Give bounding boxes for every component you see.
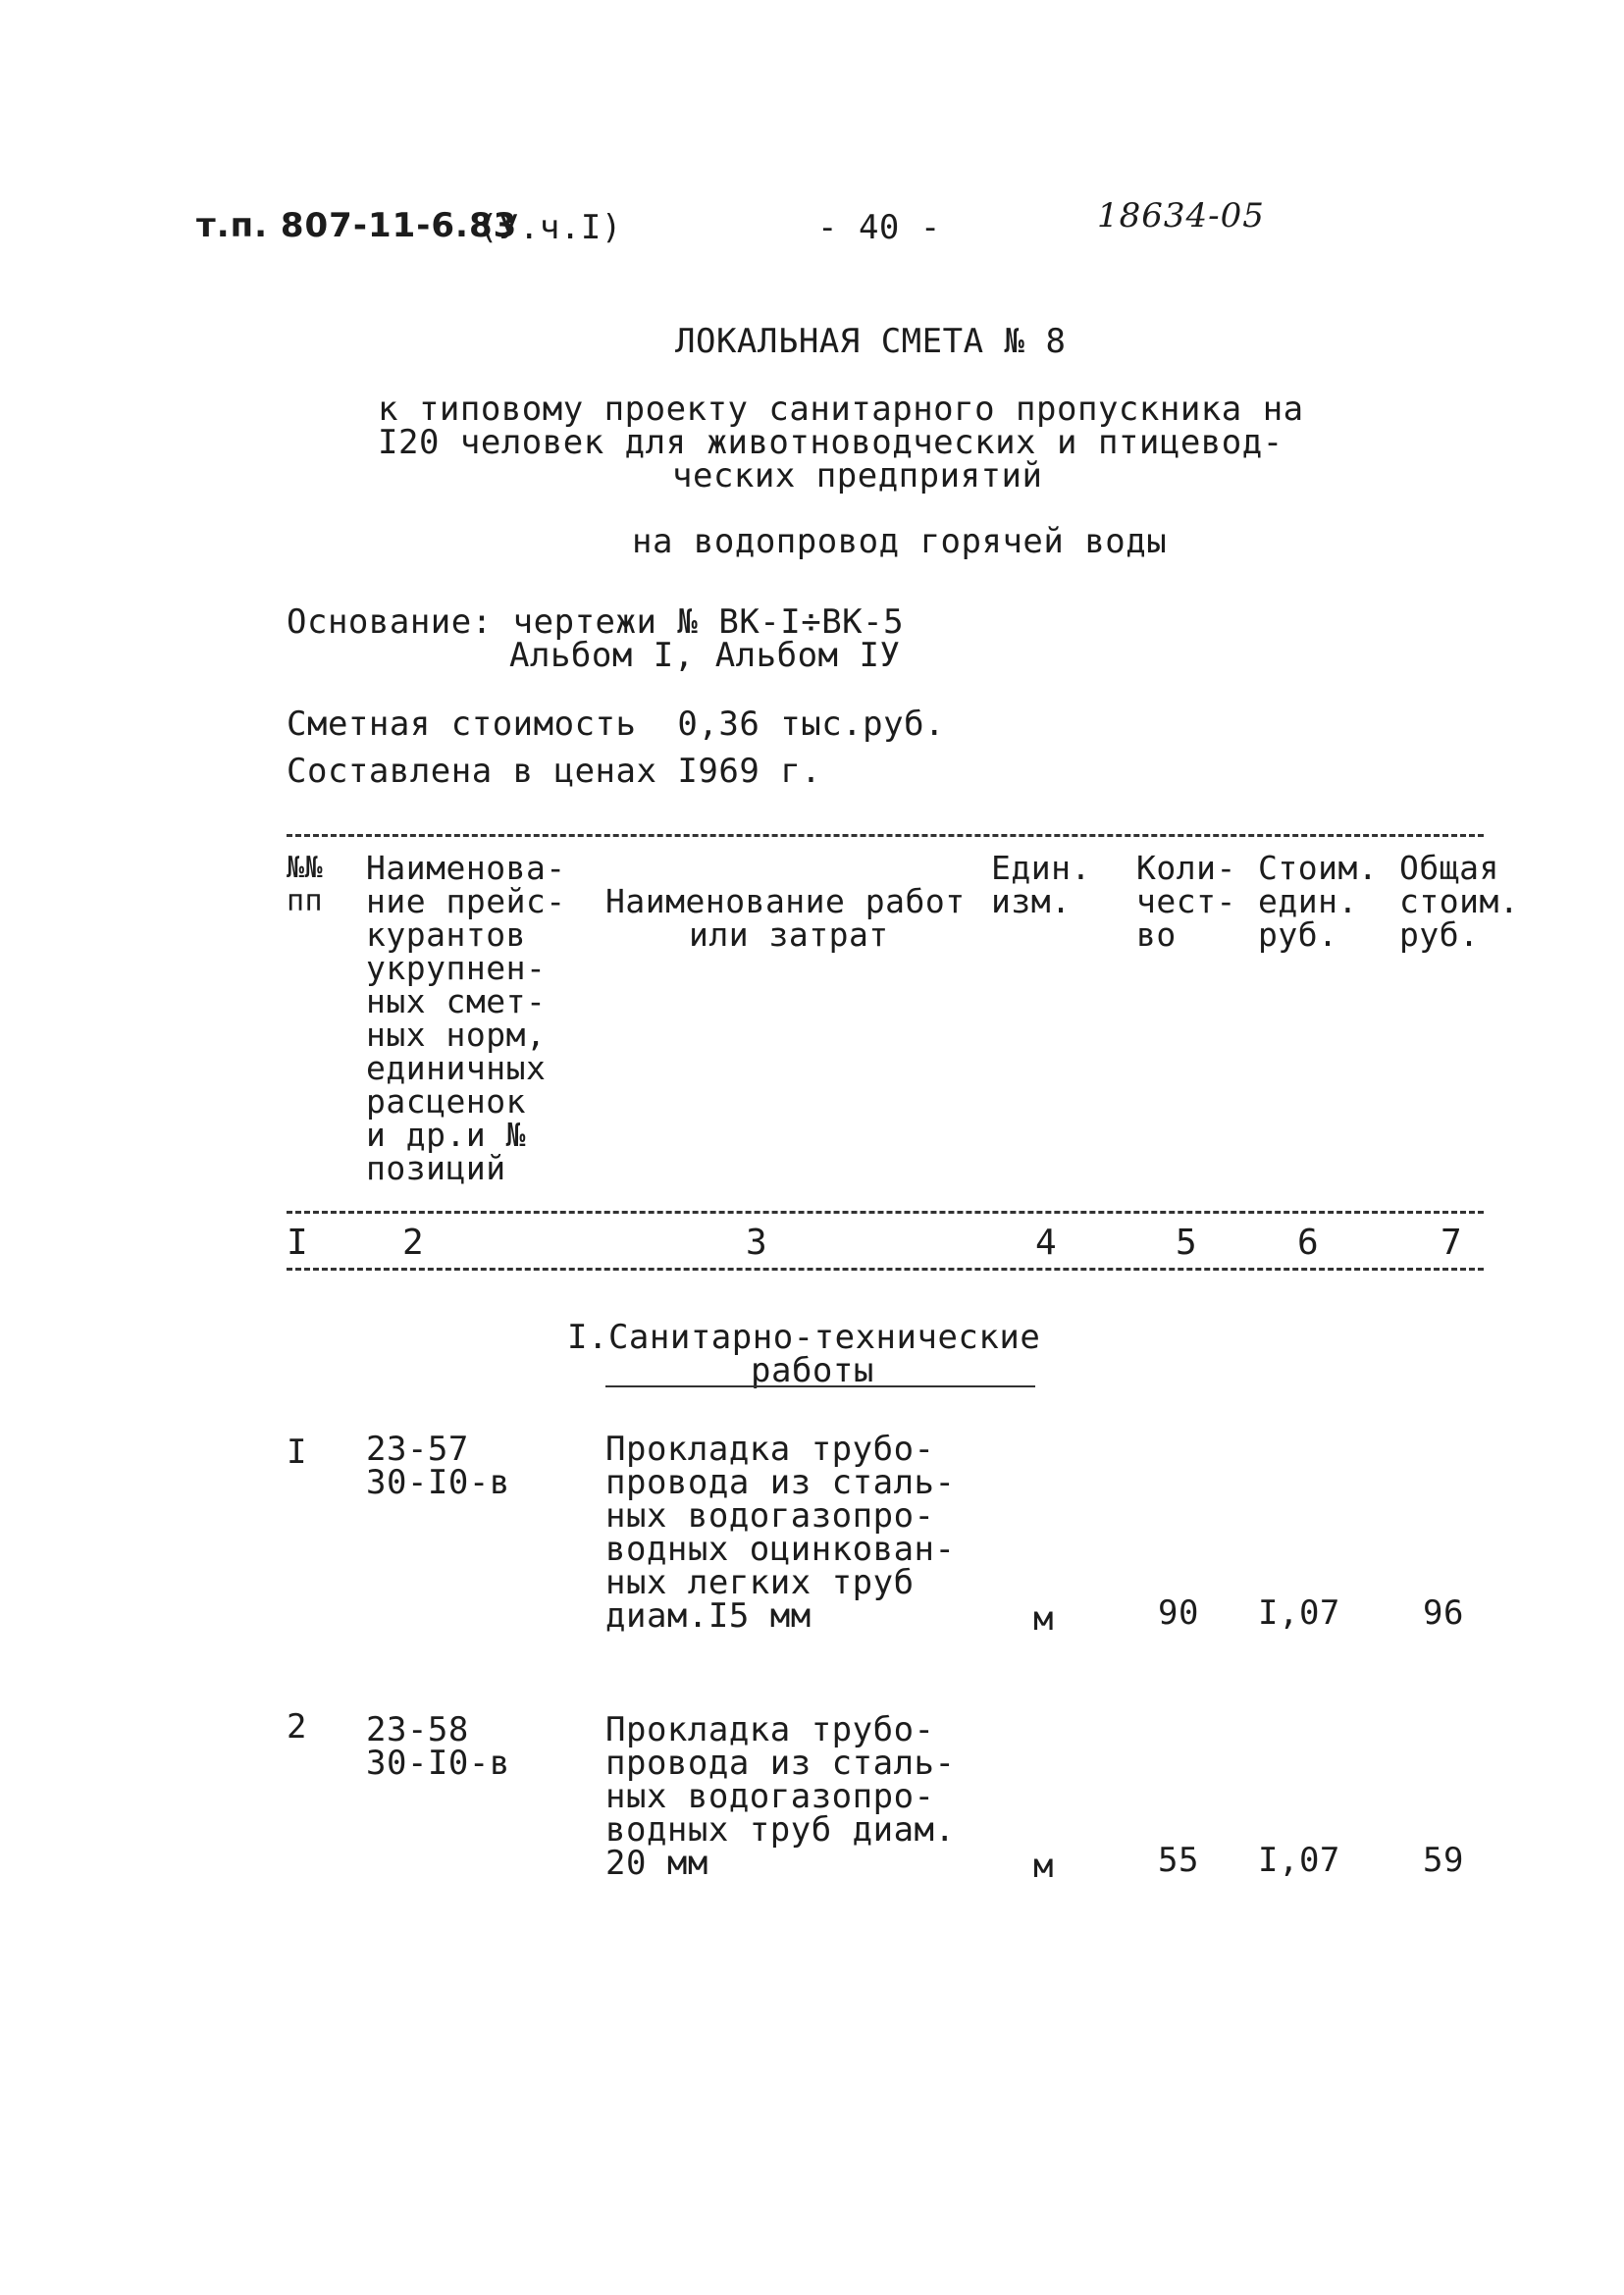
header-col-work-name: Наименование работ или затрат [605, 882, 966, 954]
column-numbers-bottom-rule [287, 1268, 1484, 1271]
header-col-unit-cost: Стоим. един. руб. [1258, 849, 1379, 954]
column-numbers-top-rule [287, 1211, 1484, 1214]
header-col-number: №№ пп [287, 851, 324, 918]
estimated-cost: Сметная стоимость 0,36 тыс.руб. [287, 704, 946, 744]
column-number-2: 2 [402, 1223, 425, 1263]
table-top-rule [287, 834, 1484, 837]
column-number-3: 3 [746, 1223, 768, 1263]
row-1-total: 96 [1423, 1593, 1464, 1633]
row-2-unit-cost: I,07 [1258, 1841, 1340, 1880]
header-col-total: Общая стоим. руб. [1399, 849, 1520, 954]
column-number-1: I [287, 1223, 309, 1263]
column-number-7: 7 [1441, 1223, 1463, 1263]
page-title: ЛОКАЛЬНАЯ СМЕТА № 8 [675, 322, 1067, 361]
row-1-unit: м [1033, 1599, 1054, 1639]
basis-line-2: Альбом I, Альбом IУ [509, 636, 901, 675]
page-number: - 40 - [817, 208, 941, 247]
section-title: I.Санитарно-технические работы [567, 1318, 1041, 1390]
row-2-number: 2 [287, 1707, 307, 1747]
column-number-5: 5 [1176, 1223, 1198, 1263]
row-2-total: 59 [1423, 1841, 1464, 1880]
column-number-6: 6 [1297, 1223, 1320, 1263]
prices-year: Составлена в ценах I969 г. [287, 752, 822, 791]
document-part: (У.ч.I) [478, 208, 622, 247]
subtitle-line: к типовому проекту санитарного пропускника на [378, 390, 1304, 429]
row-1-description: Прокладка трубо- провода из сталь- ных водогазопро- водных оцинкован- ных легких труб диам.I5 мм [605, 1430, 956, 1636]
row-2-description: Прокладка трубо- провода из сталь- ных водогазопро- водных труб диам. 20 мм [605, 1710, 956, 1883]
header-col-quantity: Коли- чест- во [1136, 849, 1236, 954]
estimate-object: на водопровод горячей воды [632, 522, 1168, 561]
subtitle-line: I20 человек для животноводческих и птицевод- [378, 423, 1283, 462]
row-2-quantity: 55 [1158, 1841, 1199, 1880]
section-title-underline [605, 1385, 1035, 1387]
handwritten-number: 18634-05 [1097, 196, 1265, 235]
document-code: т.п. 807-11-6.83 [196, 206, 518, 245]
column-number-4: 4 [1035, 1223, 1058, 1263]
basis-line-1: Основание: чертежи № ВК-I÷ВК-5 [287, 602, 905, 642]
header-col-unit: Един. изм. [991, 849, 1091, 920]
row-1-codes: 23-57 30-I0-в [366, 1430, 510, 1502]
row-1-unit-cost: I,07 [1258, 1593, 1340, 1633]
subtitle-line: ческих предприятий [672, 456, 1043, 496]
row-2-codes: 23-58 30-I0-в [366, 1710, 510, 1783]
subtitle [378, 390, 1304, 496]
row-1-quantity: 90 [1158, 1593, 1199, 1633]
row-1-number: I [287, 1433, 307, 1472]
row-2-unit: м [1033, 1847, 1054, 1886]
header-col-pricelist: Наименова- ние прейс- курантов укрупнен- ных смет- ных норм, единичных расценок и др.и № позиций [366, 849, 566, 1187]
